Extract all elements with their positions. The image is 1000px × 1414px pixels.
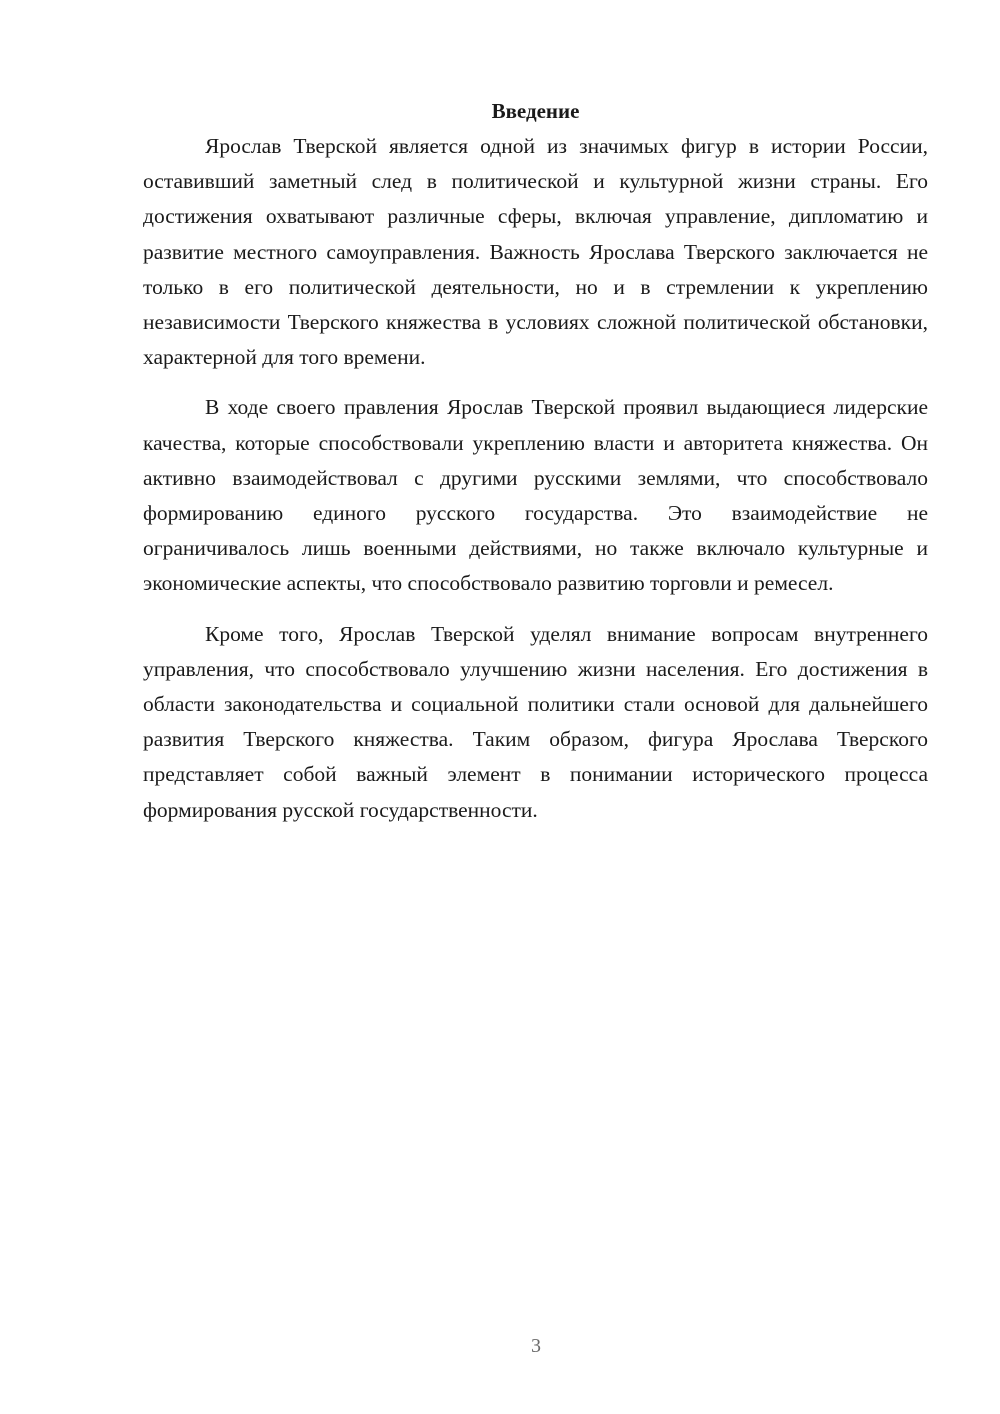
paragraph-1: Ярослав Тверской является одной из значимых фигур в истории России, оставивший заметный след в политической и культурной жизни страны. Его достижения охватывают различные сферы, включая управление, дипломатию и развитие местного самоуправления. Важность Ярослава Тверского заключается не только в его политической деятельности, но и в стремлении к укреплению независимости Тверского княжества в условиях сложной политической обстановки, характерной для того времени.: [143, 134, 928, 370]
page-number: 3: [531, 1335, 541, 1357]
section-title: Введение: [491, 99, 580, 123]
page-content: [143, 94, 928, 843]
paragraph-2: В ходе своего правления Ярослав Тверской проявил выдающиеся лидерские качества, которые способствовали укреплению власти и авторитета княжества. Он активно взаимодействовал с другими русскими землями, что способствовало формированию единого русского государства. Это взаимодействие не ограничивалось лишь военными действиями, но также включало культурные и экономические аспекты, что способствовало развитию торговли и ремесел.: [143, 395, 928, 596]
paragraph-3: Кроме того, Ярослав Тверской уделял внимание вопросам внутреннего управления, что способствовало улучшению жизни населения. Его достижения в области законодательства и социальной политики стали основой для дальнейшего развития Тверского княжества. Таким образом, фигура Ярослава Тверского представляет собой важный элемент в понимании исторического процесса формирования русской государственности.: [143, 621, 928, 822]
